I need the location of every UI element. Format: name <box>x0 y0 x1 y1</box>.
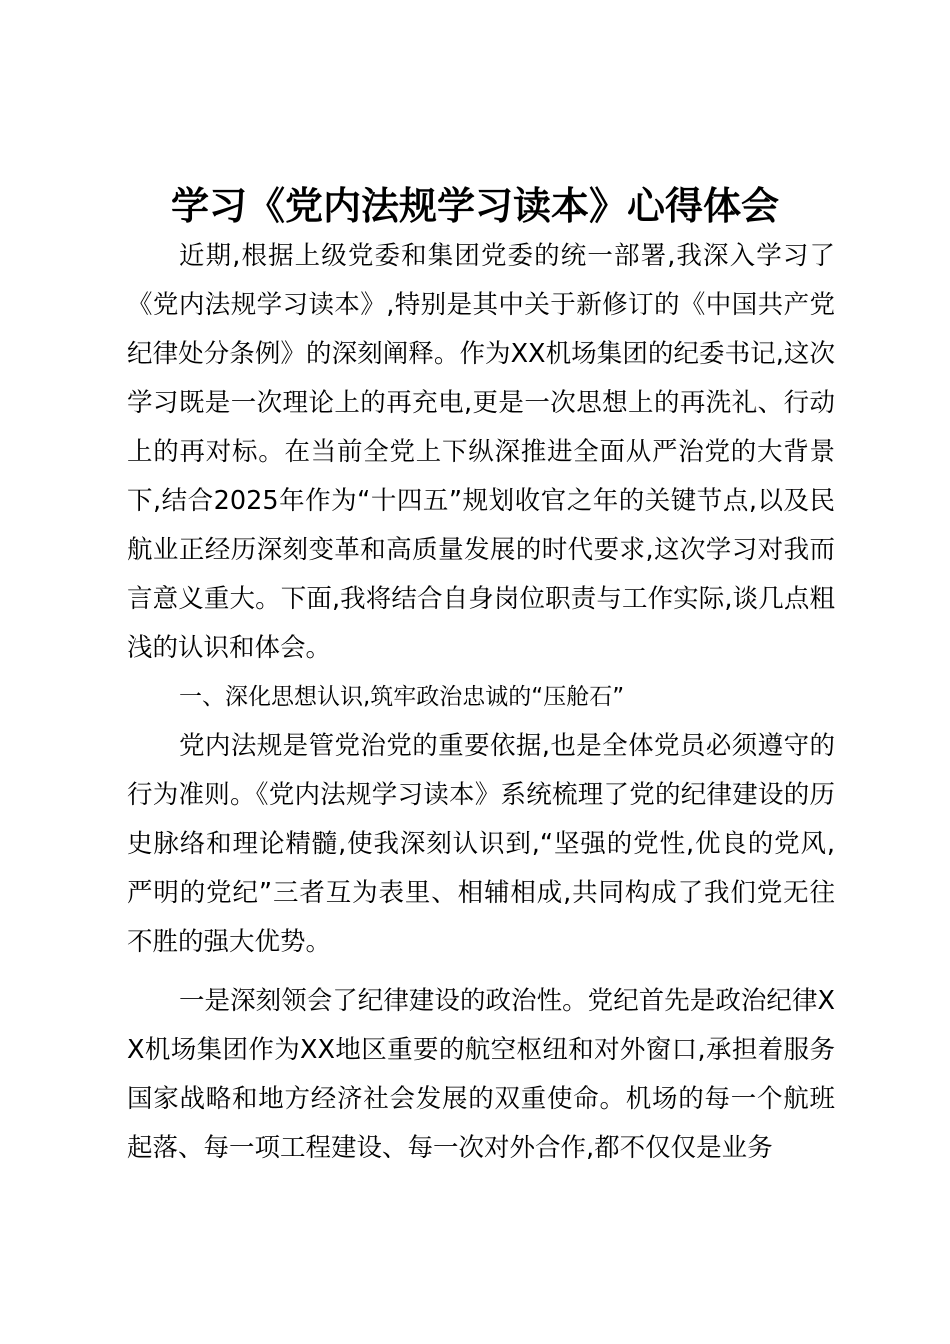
document-title: 学习《党内法规学习读本》心得体会 <box>170 184 779 228</box>
document-body <box>127 232 835 1173</box>
section-paragraph: 一是深刻领会了纪律建设的政治性。党纪首先是政治纪律XX机场集团作为XX地区重要的航空枢纽和对外窗口,承担着服务国家战略和地方经济社会发展的双重使命。机场的每一个航班起落、每一项工程建设、每一次对外合作,都不仅仅是业务 <box>127 986 835 1163</box>
section-paragraph: 党内法规是管党治党的重要依据,也是全体党员必须遵守的行为准则。《党内法规学习读本》系统梳理了党的纪律建设的历史脉络和理论精髓,使我深刻认识到,“坚强的党性,优良的党风,严明的党纪”三者互为表里、相辅相成,共同构成了我们党无往不胜的强大优势。 <box>127 731 835 957</box>
intro-paragraph: 近期,根据上级党委和集团党委的统一部署,我深入学习了《党内法规学习读本》,特别是其中关于新修订的《中国共产党纪律处分条例》的深刻阐释。作为XX机场集团的纪委书记,这次学习既是一次理论上的再充电,更是一次思想上的再洗礼、行动上的再对标。在当前全党上下纵深推进全面从严治党的大背景下,结合2025年作为“十四五”规划收官之年的关键节点,以及民航业正经历深刻变革和高质量发展的时代要求,这次学习对我而言意义重大。下面,我将结合自身岗位职责与工作实际,谈几点粗浅的认识和体会。 <box>127 241 835 663</box>
section-heading: 一、深化思想认识,筑牢政治忠诚的“压舱石” <box>179 684 625 710</box>
